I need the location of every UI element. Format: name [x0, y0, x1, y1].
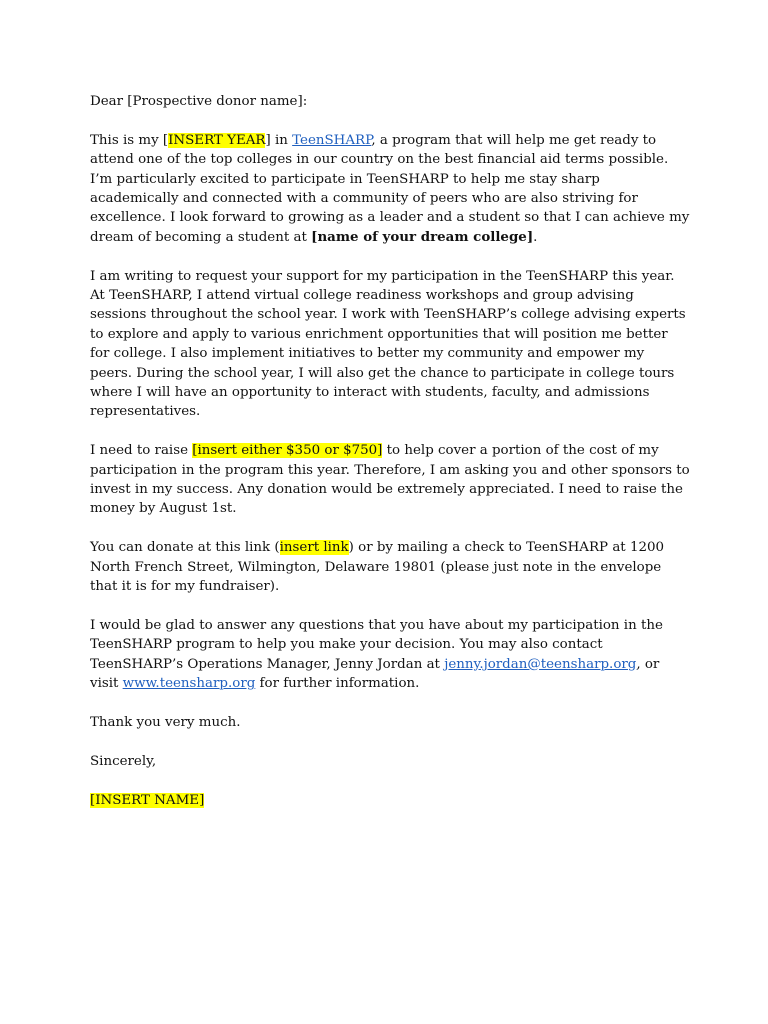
letter-body: [90, 92, 690, 829]
paragraph-introduction: [90, 131, 690, 247]
salutation: [90, 92, 690, 111]
closing-text: Sincerely,: [90, 753, 157, 769]
signature-placeholder-highlight: [INSERT NAME]: [90, 792, 205, 808]
thanks-line: [90, 713, 690, 732]
paragraph-amount: [90, 441, 690, 519]
intro-text-b: ] in: [265, 132, 293, 148]
donate-text-a: You can donate at this link (: [90, 540, 280, 556]
thanks-text: Thank you very much.: [90, 714, 241, 730]
intro-text-d: .: [533, 229, 538, 245]
link-placeholder-highlight: insert link: [279, 540, 349, 556]
website-link[interactable]: www.teensharp.org: [122, 676, 256, 692]
dream-college-placeholder: [name of your dream college]: [311, 228, 534, 245]
signature-line: [90, 791, 690, 810]
paragraph-request: [90, 267, 690, 422]
paragraph-donate: [90, 538, 690, 596]
amount-text-b: to help cover a portion of the cost of my participation in the program this year. Therefore, I am asking you and other sponsors to invest in my success. Any donation would be extremely appreciated. I need to raise the money by August 1st.: [90, 443, 690, 517]
contact-text-c: for further information.: [255, 676, 420, 692]
intro-text-a: This is my [: [90, 132, 169, 148]
year-placeholder-highlight: INSERT YEAR: [168, 132, 266, 148]
intro-text-c: , a program that will help me get ready to attend one of the top colleges in our country on the best financial aid terms possible. I’m particularly excited to participate in TeenSHARP to help me stay sharp academically and connected with a community of peers who are also striving for excellence. I look forward to growing as a leader and a student so that I can achieve my dream of becoming a student at: [90, 132, 690, 245]
amount-text-a: I need to raise: [90, 443, 193, 459]
email-link[interactable]: jenny.jordan@teensharp.org: [444, 656, 637, 672]
contact-text-a: I would be glad to answer any questions that you have about my participation in the TeenSHARP program to help you make your decision. You may also contact TeenSHARP’s Operations Manager, Jenny Jordan at: [90, 617, 663, 672]
paragraph-contact: [90, 616, 690, 694]
closing-line: [90, 752, 690, 771]
salutation-text: Dear [Prospective donor name]:: [90, 94, 308, 109]
contact-text-b: , or visit: [90, 656, 660, 692]
donate-text-b: ) or by mailing a check to TeenSHARP at 1200 North French Street, Wilmington, Delaware 19801 (please just note in the envelope that it is for my fundraiser).: [90, 540, 665, 595]
teensharp-link[interactable]: TeenSHARP: [292, 132, 372, 148]
request-text: I am writing to request your support for my participation in the TeenSHARP this year. At TeenSHARP, I attend virtual college readiness workshops and group advising sessions throughout the school year. I work with TeenSHARP’s college advising experts to explore and apply to various enrichment opportunities that will position me better for college. I also implement initiatives to better my community and empower my peers. During the school year, I will also get the chance to participate in college tours where I will have an opportunity to interact with students, faculty, and admissions representatives.: [90, 268, 686, 420]
amount-placeholder-highlight: [insert either $350 or $750]: [192, 443, 383, 459]
